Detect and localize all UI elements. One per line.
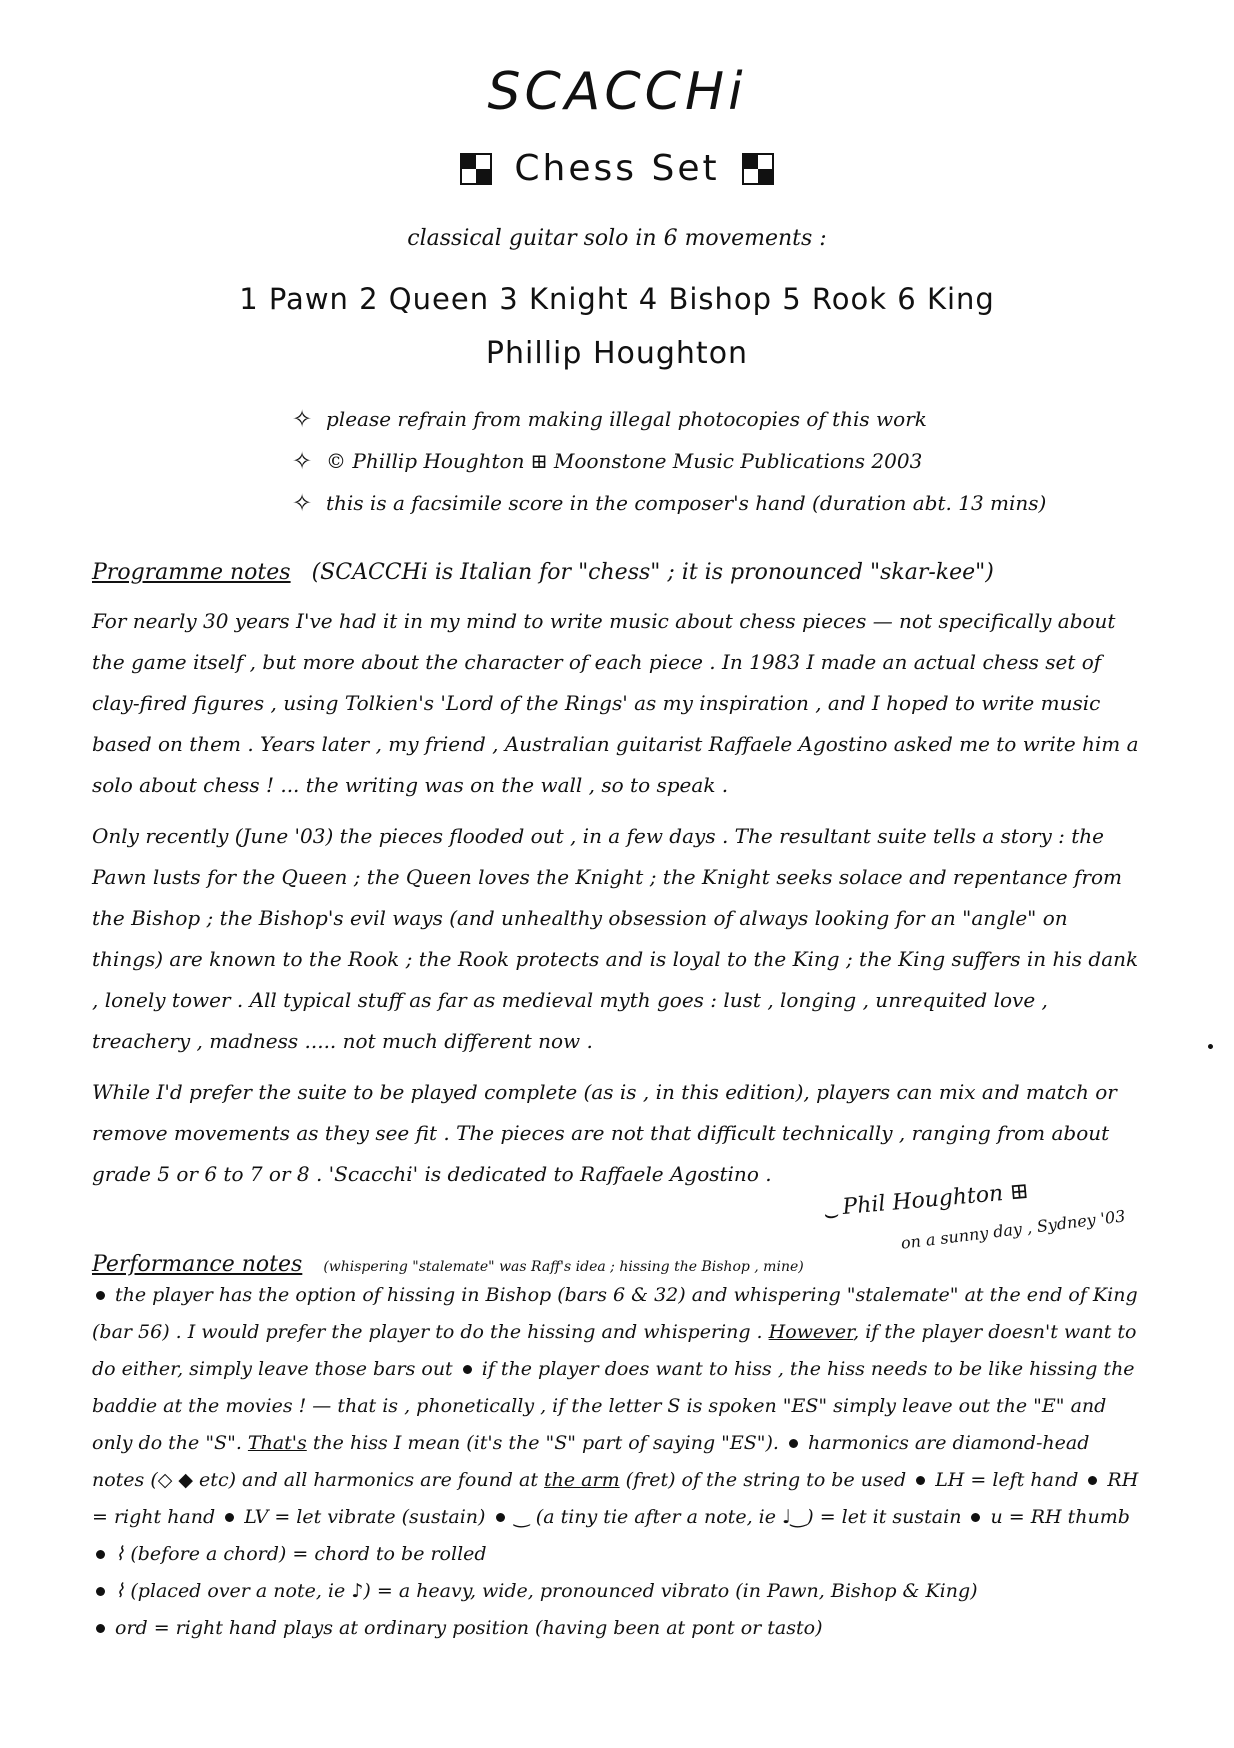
note-text: u = RH thumb [990, 1506, 1130, 1528]
performance-heading-line [92, 1252, 1142, 1277]
note-text: RH = right hand [92, 1469, 1139, 1528]
notices-list [290, 398, 1050, 524]
note-emphasis: That's [247, 1432, 307, 1454]
programme-paragraph: Only recently (June '03) the pieces flooded out , in a few days . The resultant suite tells a story : the Pawn lusts for the Queen ; the Queen loves the Knight ; the Knight seeks solace and repentance from the Bishop ; the Bishop's evil ways (and unhealthy obsession of always looking for an "angle" on things) are known to the Rook ; the Rook protects and is loyal to the King ; the King suffers in his dank , lonely tower . All typical stuff as far as medieval myth goes : lust , longing , unrequited love , treachery , madness ..... not much different now . [92, 824, 1139, 1053]
programme-notes [92, 560, 1142, 1195]
programme-heading: Programme notes [92, 560, 291, 585]
notice-text: this is a facsimile score in the composer's hand (duration abt. 13 mins) [326, 491, 1047, 515]
notice-item [290, 440, 1050, 482]
subtitle: Chess Set [514, 148, 720, 189]
star-bullet-icon: ✧ [291, 489, 313, 517]
composer-name: Phillip Houghton [485, 336, 749, 371]
note-text: (fret) of the string to be used [625, 1469, 907, 1491]
note-text: , if the player doesn't want to do either, simply leave those bars out [92, 1321, 1137, 1380]
bullet-dot-icon [789, 1439, 798, 1448]
bullet-dot-icon [96, 1291, 105, 1300]
note-text: ‿ (a tiny tie after a note, ie ♩‿) = let it sustain [514, 1506, 962, 1528]
signature-place: on a sunny day , Sydney '03 [899, 1206, 1127, 1253]
signature-swash-icon: ⌣ [822, 1200, 838, 1228]
bullet-dot-icon [96, 1587, 105, 1596]
note-text: LV = let vibrate (sustain) [244, 1506, 486, 1528]
star-bullet-icon: ✧ [291, 405, 313, 433]
note-emphasis: the arm [544, 1469, 620, 1491]
performance-aside: (whispering "stalemate" was Raff's idea ; hissing the Bishop , mine) [323, 1259, 804, 1275]
note-text: ord = right hand plays at ordinary position (having been at pont or tasto) [115, 1617, 823, 1639]
bullet-dot-icon [463, 1365, 472, 1374]
bullet-dot-icon [225, 1513, 234, 1522]
bullet-dot-icon [916, 1476, 925, 1485]
performance-notes [92, 1252, 1142, 1647]
note-text: the hiss I mean (it's the "S" part of saying "ES"). [312, 1432, 779, 1454]
note-text: LH = left hand [935, 1469, 1079, 1491]
bullet-dot-icon [1088, 1476, 1097, 1485]
performance-heading: Performance notes [92, 1252, 303, 1277]
bullet-dot-icon [96, 1550, 105, 1559]
notice-item [290, 398, 1050, 440]
note-text: ⌇ (before a chord) = chord to be rolled [115, 1543, 487, 1565]
subtitle-row [0, 148, 1234, 189]
bullet-dot-icon [96, 1624, 105, 1633]
notice-text: please refrain from making illegal photocopies of this work [326, 407, 927, 431]
note-text: if the player does want to hiss , the hiss needs to be like hissing the baddie at the movies ! — that is , phonetically , if the letter S is spoken "ES" simply leave out the "E" and only do the "S". [92, 1358, 1135, 1454]
star-bullet-icon: ✧ [291, 447, 313, 475]
signature: Phil Houghton ⊞ [841, 1178, 1030, 1221]
programme-aside: (SCACCHi is Italian for "chess" ; it is pronounced "skar-kee") [311, 560, 994, 585]
bullet-dot-icon [496, 1513, 505, 1522]
note-text: ⌇ (placed over a note, ie ♪) = a heavy, wide, pronounced vibrato (in Pawn, Bishop & King) [115, 1580, 978, 1602]
note-text: harmonics are diamond-head notes (◇ ◆ etc) and all harmonics are found at [92, 1432, 1090, 1491]
chessboard-icon [742, 153, 774, 185]
notice-text: © Phillip Houghton ⊞ Moonstone Music Publications 2003 [326, 449, 923, 473]
page-title: SCACCHi [487, 62, 747, 122]
note-text: the player has the option of hissing in Bishop (bars 6 & 32) and whispering "stalemate" at the end of King (bar 56) . I would prefer the player to do the hissing and whispering . [92, 1284, 1138, 1343]
programme-paragraph: While I'd prefer the suite to be played complete (as is , in this edition), players can mix and match or remove movements as they see fit . The pieces are not that difficult technically , ranging from about grade 5 or 6 to 7 or 8 . 'Scacchi' is dedicated to Raffaele Agostino . [92, 1080, 1117, 1186]
instrument-line: classical guitar solo in 6 movements : [407, 226, 827, 251]
programme-heading-line [92, 560, 1142, 585]
chessboard-icon [460, 153, 492, 185]
performance-notes-body [92, 1277, 1142, 1647]
bullet-dot-icon [971, 1513, 980, 1522]
note-emphasis: However [768, 1321, 854, 1343]
ink-mark [1207, 1043, 1214, 1050]
programme-paragraph: For nearly 30 years I've had it in my mind to write music about chess pieces — not specifically about the game itself , but more about the character of each piece . In 1983 I made an actual chess set of clay-fired figures , using Tolkien's 'Lord of the Rings' as my inspiration , and I hoped to write music based on them . Years later , my friend , Australian guitarist Raffaele Agostino asked me to write him a solo about chess ! ... the writing was on the wall , so to speak . [92, 609, 1139, 797]
movements-list: 1 Pawn 2 Queen 3 Knight 4 Bishop 5 Rook 6 King [239, 282, 995, 316]
notice-item [290, 482, 1050, 524]
